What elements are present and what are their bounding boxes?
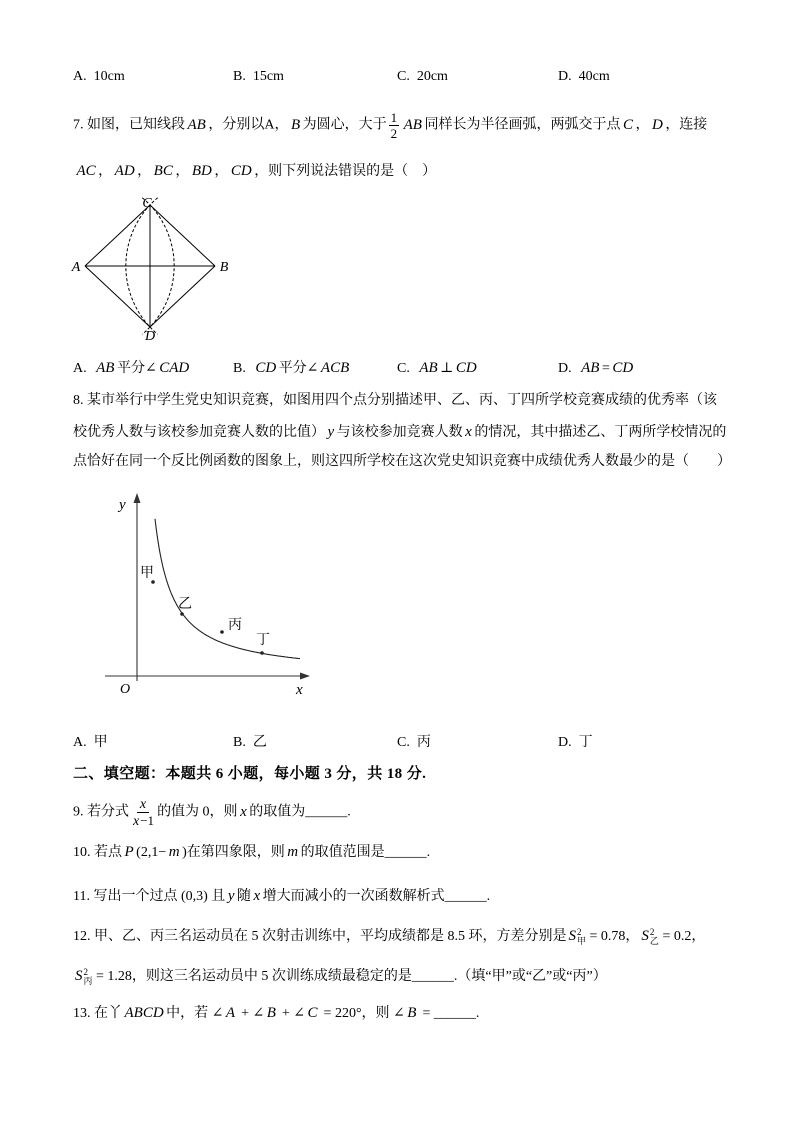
y-axis-arrow [134, 493, 141, 503]
text-run: 13. 在丫 [73, 1006, 122, 1021]
fraction [389, 110, 400, 141]
text-run: ，则下列说法错误的是（ ） [254, 164, 437, 179]
text-run: 9. 若分式 [73, 804, 129, 820]
math-symbol: CAD [159, 360, 190, 376]
math-symbol: B [407, 1005, 417, 1021]
superscript: 2 [83, 966, 88, 977]
x-axis-label: x [296, 682, 303, 698]
option-label: A. [73, 735, 87, 750]
math-symbol: B [290, 116, 301, 133]
text-run: 10. 若点 [73, 845, 122, 860]
math-symbol: B [266, 1005, 276, 1021]
text-run: 丙 [416, 735, 431, 750]
fraction-numerator [389, 110, 400, 126]
math-symbol: y [327, 424, 335, 440]
math-symbol: ABCD [124, 1005, 164, 1021]
math-symbol: x [133, 814, 140, 829]
question-8-options [0, 732, 794, 754]
text-run: 的取值为______. [249, 804, 351, 820]
math-symbol: m [168, 844, 180, 860]
question-8-stem-line-3 [73, 451, 731, 473]
option-label: D. [558, 361, 572, 376]
text-run: ， [98, 164, 113, 179]
text-run: ，分别以A， [208, 117, 289, 133]
variance-base: S [75, 968, 83, 984]
text-run: 平分∠ [116, 361, 157, 376]
superscript: 2 [649, 926, 655, 937]
question-13 [73, 1002, 479, 1024]
text-run: 点恰好在同一个反比例函数的图象上，则这四所学校在这次党史知识竞赛中成绩优秀人数最少的是（ ） [73, 454, 731, 469]
text-run: 12. 甲、乙、丙三名运动员在 5 次射击训练中，平均成绩都是 8.5 环，方差分别是 [73, 929, 567, 944]
question-10 [73, 841, 430, 863]
text-run: + ∠ [278, 1006, 306, 1021]
question-8-stem-line-1 [73, 390, 717, 412]
text-run: = 0.2， [658, 929, 706, 944]
y-axis-label: y [119, 497, 126, 513]
inverse-proportion-curve [155, 519, 300, 659]
text-run: 2 [390, 126, 398, 141]
math-symbol: C [622, 116, 633, 133]
math-symbol: x [240, 803, 247, 820]
segment-ac [85, 205, 150, 266]
question-7-stem-line-1 [73, 110, 708, 141]
point-label-jia: 甲 [140, 566, 154, 581]
option-b [233, 357, 352, 380]
origin-label: O [120, 682, 131, 697]
math-symbol: P [124, 844, 134, 860]
option-text [417, 361, 479, 376]
text-run: 的值为 0，则 [157, 804, 238, 820]
text-run: 的取值范围是______. [300, 845, 431, 860]
math-symbol: AB [581, 360, 600, 376]
text-run: 7. 如图，已知线段 [73, 117, 185, 133]
text-run: 15cm [252, 69, 284, 84]
text-run: )在第四象限，则 [182, 845, 285, 860]
math-symbol: CD [255, 360, 277, 376]
option-label: B. [233, 735, 246, 750]
text-run: 乙 [252, 735, 267, 750]
text-run: 20cm [416, 69, 448, 84]
math-symbol: AC [76, 163, 96, 179]
text-run: 甲 [93, 735, 108, 750]
text-run: 11. 写出一个过点 (0,3) 且 [73, 889, 226, 904]
option-b [233, 732, 267, 754]
variance-symbol [639, 925, 659, 948]
option-label: D. [558, 735, 572, 750]
script-stack [650, 928, 659, 946]
script-stack [577, 928, 586, 946]
point-label-ding: 丁 [256, 633, 270, 648]
text-run: 中，若 ∠ [166, 1006, 224, 1021]
option-label: C. [397, 361, 410, 376]
option-text [417, 69, 448, 84]
variance-base: S [641, 928, 649, 944]
math-symbol: x [465, 424, 472, 440]
text-run: + ∠ [237, 1006, 265, 1021]
subscript: 甲 [577, 935, 587, 946]
text-run: 同样长为半径画弧，两弧交于点 [424, 117, 621, 133]
variance-base: S [568, 928, 576, 944]
option-label: B. [233, 69, 246, 84]
math-symbol: AD [114, 163, 135, 179]
subscript: 丙 [83, 975, 93, 986]
text-run: ， [635, 117, 650, 133]
text-run: 校优秀人数与该校参加竞赛人数的比值） [73, 425, 325, 440]
option-text [253, 361, 352, 376]
math-symbol: BC [153, 163, 173, 179]
text-run: = 1.28，则这三名运动员中 5 次训练成绩最稳定的是______.（填“甲”或“乙”或“丙”） [92, 969, 607, 984]
option-text [579, 735, 593, 750]
text-run: ， [137, 164, 152, 179]
segment-ad [85, 266, 150, 327]
option-c [397, 357, 479, 380]
math-symbol: ACB [320, 360, 350, 376]
text-run: ，连接 [665, 117, 708, 133]
text-run: = 220°，则 ∠ [320, 1006, 405, 1021]
text-run: = ______. [418, 1006, 480, 1021]
text-run: 为圆心，大于 [302, 117, 387, 133]
script-stack [84, 968, 93, 986]
math-symbol: CD [612, 360, 634, 376]
fraction-denominator [390, 126, 399, 141]
option-c [397, 732, 431, 754]
point-label-bing: 丙 [228, 618, 242, 633]
option-text [579, 69, 610, 84]
point-bing [220, 630, 224, 634]
option-text [94, 69, 125, 84]
text-run: ， [175, 164, 190, 179]
option-label: B. [233, 361, 246, 376]
option-label: A. [73, 69, 87, 84]
option-text [579, 361, 636, 376]
math-symbol: y [227, 888, 235, 904]
variance-symbol [73, 965, 93, 988]
text-run: 的情况，其中描述乙、丁两所学校情况的 [474, 425, 727, 440]
question-12-line-1 [73, 925, 705, 947]
text-run: 10cm [93, 69, 125, 84]
text-run: −1 [140, 813, 155, 828]
question-7-options [0, 357, 794, 379]
point-label-c: C [142, 196, 152, 211]
text-run: 丁 [578, 735, 593, 750]
math-symbol: C [307, 1005, 318, 1021]
point-ding [260, 651, 264, 655]
math-symbol: D [651, 116, 663, 133]
option-a [73, 732, 108, 754]
math-symbol: m [287, 844, 299, 860]
text-run: 平分∠ [278, 361, 319, 376]
math-symbol: AB [187, 116, 206, 133]
fraction-numerator [137, 796, 149, 813]
point-label-d: D [144, 329, 156, 344]
math-symbol: CD [230, 163, 252, 179]
math-symbol: AB [96, 360, 115, 376]
option-d [558, 357, 636, 380]
option-d [558, 66, 610, 88]
text-run: ⊥ [440, 361, 454, 376]
point-yi [180, 612, 184, 616]
math-symbol: CD [455, 360, 477, 376]
question-8-stem-line-2 [73, 421, 726, 443]
question-12-line-2 [73, 965, 607, 987]
segment-bc [150, 205, 215, 266]
math-symbol: x [253, 888, 261, 904]
text-run: ， [214, 164, 229, 179]
question-8-graph [100, 488, 315, 700]
option-label: C. [397, 69, 410, 84]
section-heading-fill-in: 二、填空题：本题共 6 小题，每小题 3 分，共 18 分. [73, 766, 427, 782]
option-text [94, 361, 192, 376]
math-symbol: AB [403, 116, 422, 133]
text-run: 40cm [578, 69, 610, 84]
text-run: 与该校参加竞赛人数 [336, 425, 463, 440]
text-run: 随 [236, 889, 251, 904]
option-text [253, 735, 267, 750]
text-run: 增大而减小的一次函数解析式______. [262, 889, 491, 904]
math-symbol: A [225, 1005, 236, 1021]
point-label-b: B [219, 260, 229, 275]
option-a [73, 66, 125, 88]
option-c [397, 66, 448, 88]
segment-bd [150, 266, 215, 327]
option-label: C. [397, 735, 410, 750]
question-11 [73, 885, 490, 907]
math-symbol: x [139, 797, 147, 812]
question-7-stem-line-2 [74, 160, 436, 182]
math-symbol: BD [191, 163, 212, 179]
option-b [233, 66, 284, 88]
option-label: D. [558, 69, 572, 84]
math-symbol: AB [419, 360, 438, 376]
question-6-options [0, 66, 794, 88]
question-9 [73, 796, 351, 829]
text-run: (2,1− [136, 845, 167, 860]
option-d [558, 732, 593, 754]
subscript: 乙 [649, 935, 659, 946]
text-run: 1 [390, 110, 398, 125]
text-run: = 0.78， [586, 929, 640, 944]
fraction [131, 796, 155, 829]
x-axis-arrow [300, 673, 310, 680]
variance-symbol [567, 925, 587, 948]
option-text [417, 735, 431, 750]
option-label: A. [73, 361, 87, 376]
option-a [73, 357, 192, 380]
superscript: 2 [577, 926, 582, 937]
option-text [94, 735, 108, 750]
text-run: 8. 某市举行中学生党史知识竞赛，如图用四个点分别描述甲、乙、丙、丁四所学校竞赛成绩的优秀率（该 [73, 393, 717, 408]
point-label-a: A [71, 260, 81, 275]
question-7-figure [60, 188, 240, 350]
point-label-yi: 乙 [178, 597, 192, 612]
option-text [253, 69, 284, 84]
text-run: = [601, 361, 610, 376]
fraction-denominator [131, 813, 155, 829]
